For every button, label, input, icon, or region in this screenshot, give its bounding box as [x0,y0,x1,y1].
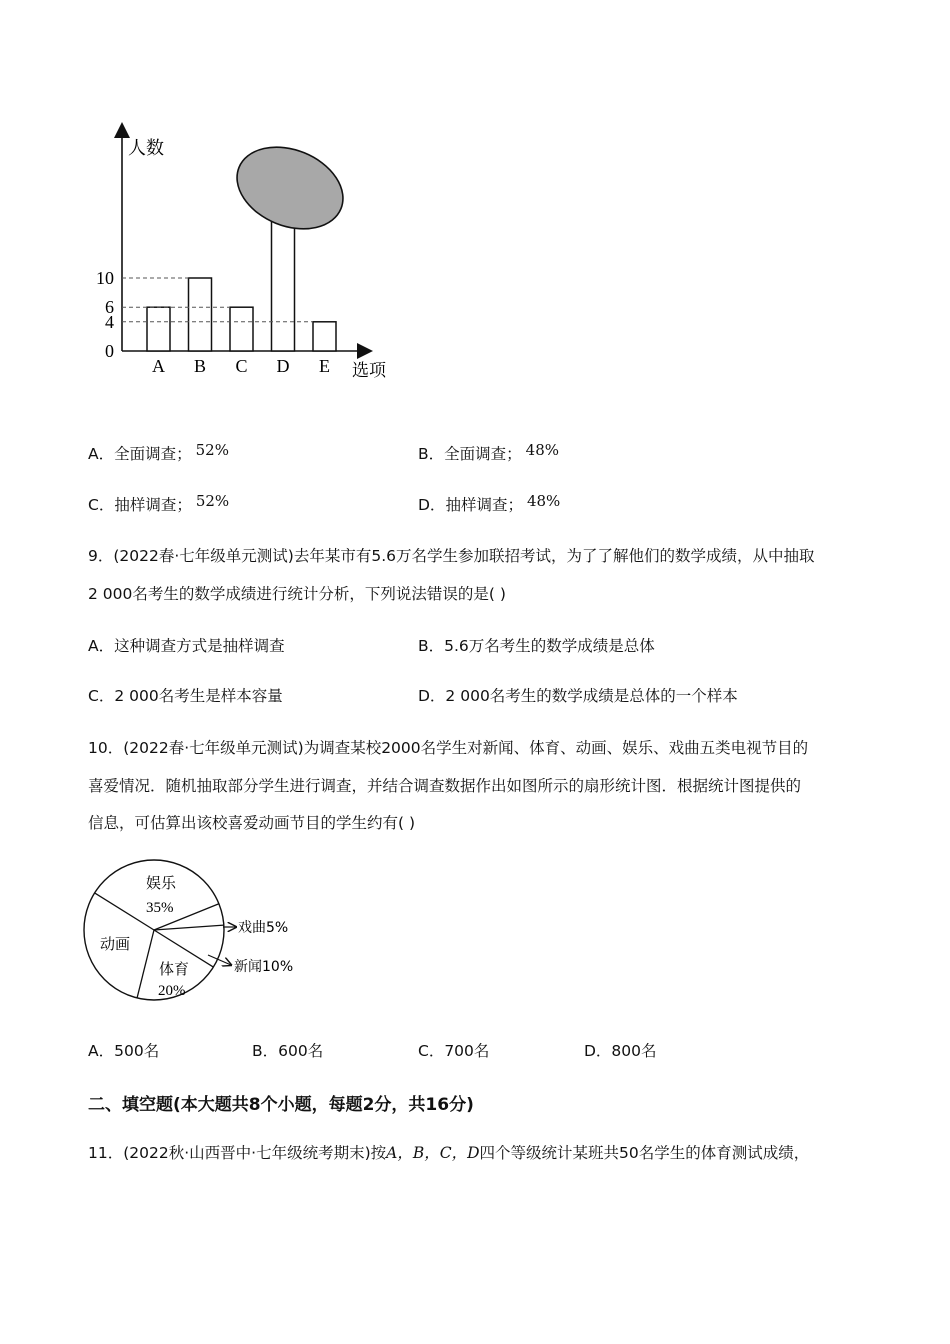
y-tick-label: 6 [105,297,114,318]
x-tick-label: E [319,356,330,376]
q9-option-b: B．5.6万名考生的数学成绩是总体 [418,637,655,655]
q10-stem-line3: 信息，可估算出该校喜爱动画节目的学生约有( ) [88,814,416,832]
q8-option-c: C．抽样调查； 52% [88,492,230,514]
bar-b [189,278,212,351]
q10-option-b: B．600名 [252,1042,324,1060]
y-tick-label: 4 [105,311,114,332]
x-tick-label: A [152,356,165,376]
y-tick-label: 0 [105,341,114,361]
bar-chart [80,120,410,390]
pie-label-sports: 体育 [159,960,190,978]
bar-c [230,307,253,351]
pie-label-entertainment: 娱乐 [146,874,177,892]
q10-option-c: C．700名 [418,1042,490,1060]
bar-a [147,307,170,351]
q11-stem: 11．(2022秋·山西晋中·七年级统考期末)按A，B，C，D四个等级统计某班共50名学生的体育测试成绩， [88,1144,810,1162]
q10-option-a: A．500名 [88,1042,160,1060]
pie-label-opera: 戏曲5% [238,920,289,936]
q8-option-b: B．全面调查； 48% [418,441,559,463]
q9-stem-line2: 2 000名考生的数学成绩进行统计分析，下列说法错误的是( ) [88,585,506,603]
q8-option-d: D．抽样调查； 48% [418,492,561,514]
q10-stem-line1: 10．(2022春·七年级单元测试)为调查某校2000名学生对新闻、体育、动画、娱乐、戏曲五类电视节目的 [88,739,809,757]
y-tick-label: 10 [96,268,114,288]
q9-stem-line1: 9．(2022春·七年级单元测试)去年某市有5.6万名学生参加联招考试，为了了解他们的数学成绩，从中抽取 [88,547,815,565]
pie-chart [80,855,320,1015]
q9-option-d: D．2 000名考生的数学成绩是总体的一个样本 [418,687,738,705]
x-tick-label: B [193,356,207,376]
pie-label-animation: 动画 [100,935,131,953]
pie-label-sports-pct: 20% [158,983,186,999]
q9-option-c: C．2 000名考生是样本容量 [88,687,283,705]
q10-stem-line2: 喜爱情况．随机抽取部分学生进行调查，并结合调查数据作出如图所示的扇形统计图．根据统计图提供的 [88,777,802,795]
occluding-ellipse [225,132,355,244]
x-axis-label: 选项 [352,361,386,381]
q9-option-a: A．这种调查方式是抽样调查 [88,637,285,655]
y-axis-label: 人数 [128,138,164,159]
q8-option-a: A．全面调查； 52% [88,441,229,463]
x-tick-label: C [235,356,248,376]
section-heading: 二、填空题(本大题共8个小题，每题2分，共16分) [88,1095,474,1115]
pie-label-news: 新闻10% [234,959,294,975]
pie-label-entertainment-pct: 35% [146,900,174,916]
q10-option-d: D．800名 [584,1042,657,1060]
bar-e [313,322,336,351]
x-tick-label: D [276,356,290,376]
